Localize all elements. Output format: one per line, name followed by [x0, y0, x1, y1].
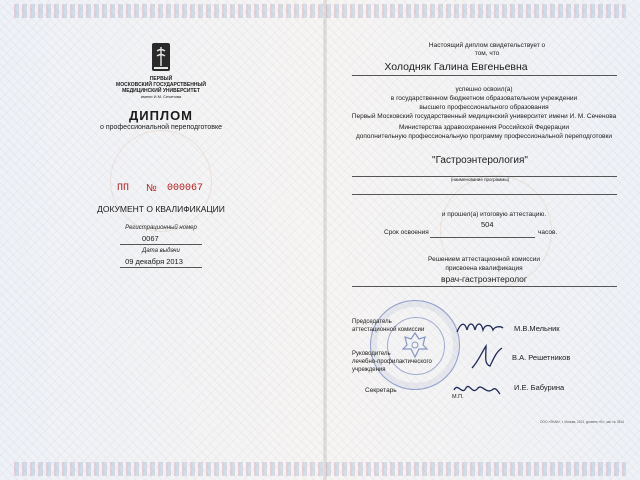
ornamental-border-top	[14, 4, 626, 18]
head-label-2: лечебно-профилактического	[352, 359, 432, 365]
page-fold	[323, 0, 327, 480]
diploma-subtitle: о профессиональной переподготовке	[100, 124, 222, 131]
completed-label: успешно освоил(а)	[455, 86, 513, 93]
intro-line-2: том, что	[474, 50, 500, 57]
university-line-2: МОСКОВСКИЙ ГОСУДАРСТВЕННЫЙ	[116, 82, 206, 88]
head-name: В.А. Решетников	[512, 353, 571, 362]
chairman-name: М.В.Мельник	[514, 324, 560, 333]
graduate-name: Холодняк Галина Евгеньевна	[384, 61, 528, 73]
duration-label: Срок освоения	[384, 229, 429, 236]
qualification-title: врач-гастроэнтеролог	[441, 274, 527, 284]
issue-date: 09 декабря 2013	[125, 257, 183, 266]
institution-line-5: дополнительную профессиональную программу профессиональной переподготовки	[356, 133, 612, 140]
chairman-label-1: Председатель	[352, 319, 392, 325]
commission-line-1: Решением аттестационной комиссии	[428, 256, 540, 263]
official-seal	[370, 300, 460, 390]
chairman-label-2: аттестационной комиссии	[352, 327, 425, 333]
secretary-name: И.Е. Бабурина	[514, 383, 565, 392]
institution-line-2: высшего профессионального образования	[419, 104, 549, 111]
chairman-signature	[455, 318, 505, 338]
qualification-document-label: ДОКУМЕНТ О КВАЛИФИКАЦИИ	[97, 204, 225, 214]
printer-note: ООО «ЗНАК», г. Москва, 2013, уровень «Б», зак. № 3514	[540, 420, 624, 424]
watermark-left	[110, 130, 212, 232]
head-signature	[468, 342, 508, 372]
university-line-1: ПЕРВЫЙ	[149, 76, 173, 82]
commission-line-2: присвоена квалификация	[445, 265, 523, 272]
serial-number-sign: №	[146, 183, 157, 194]
university-emblem-icon	[151, 42, 171, 72]
registration-label: Регистрационный номер	[125, 225, 197, 231]
stamp-place-label: М.П.	[452, 394, 464, 400]
program-name: "Гастроэнтерология"	[432, 155, 528, 166]
program-caption: (наименование программы)	[450, 177, 510, 182]
ornamental-border-bottom	[14, 462, 626, 476]
issue-date-label: Дата выдачи	[142, 248, 180, 254]
institution-line-3: Первый Московский государственный медицинский университет имени И. М. Сеченова	[351, 113, 617, 120]
university-line-3: МЕДИЦИНСКИЙ УНИВЕРСИТЕТ	[122, 88, 200, 94]
serial-number: 000067	[167, 183, 204, 194]
serial-series: ПП	[117, 183, 130, 194]
head-label-1: Руководитель	[352, 351, 391, 357]
attestation-label: и прошел(а) итоговую аттестацию.	[441, 211, 547, 218]
institution-line-1: в государственном бюджетном образовательном учреждении	[390, 95, 578, 102]
secretary-label: Секретарь	[365, 387, 397, 394]
intro-line-1: Настоящий диплом свидетельствует о	[428, 42, 546, 49]
registration-number: 0067	[142, 234, 159, 243]
duration-hours: 504	[481, 220, 494, 229]
university-line-4: имени И.М. Сеченова	[140, 94, 182, 99]
diploma-title: ДИПЛОМ	[128, 108, 194, 123]
head-label-3: учреждения	[352, 367, 386, 373]
institution-line-4: Министерства здравоохранения Российской Федерации	[399, 124, 569, 131]
duration-unit: часов.	[538, 229, 558, 236]
